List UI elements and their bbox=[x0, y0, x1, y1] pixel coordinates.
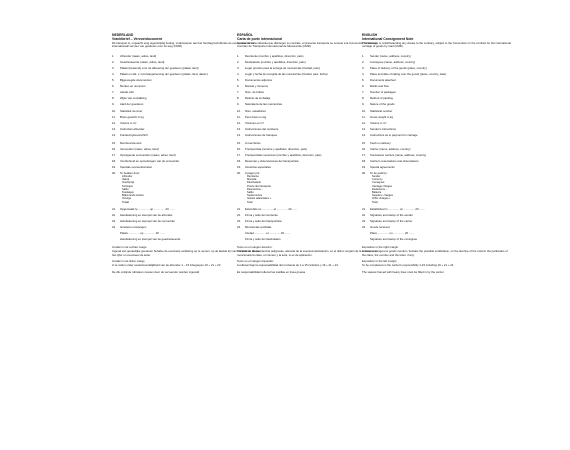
item-label: Successive carriers (name, address, country) bbox=[370, 152, 427, 157]
payment-line: Remitente bbox=[247, 175, 259, 179]
item-number: 18. bbox=[112, 158, 116, 163]
item-label: Handtekening en stempel van de afzender bbox=[120, 212, 173, 217]
item-number bbox=[362, 238, 370, 241]
payment-line: Destinatario bbox=[247, 181, 261, 185]
item-number: 23. bbox=[237, 218, 241, 223]
item-label: Sender (name, address, country) bbox=[370, 53, 411, 58]
footer-text: Invullen in de rechter marge bbox=[112, 245, 147, 250]
form-item bbox=[362, 116, 512, 119]
footer-text: Es responsabilidad rellenar las casillas en línea gruesa bbox=[237, 269, 306, 274]
payment-line: Currency bbox=[372, 178, 383, 182]
column-subheading: Vrachtbrief – Vervoerdocument bbox=[112, 37, 163, 42]
item-label: Established in .............. on .............. 20 ....... bbox=[370, 206, 425, 211]
payment-line: Vrachtprijs bbox=[122, 181, 135, 185]
form-item bbox=[362, 208, 512, 211]
item-number: 18. bbox=[362, 158, 366, 163]
item-number: 13. bbox=[237, 127, 241, 132]
item-label: Signature and stamp of the sender bbox=[370, 212, 413, 217]
item-number: 20. bbox=[237, 170, 241, 175]
item-label: Acuerdos especiales bbox=[245, 164, 271, 169]
item-label: Plaats (bestemd) voor de aflevering der goederen (plaats, land) bbox=[120, 65, 199, 70]
form-item bbox=[362, 148, 512, 151]
item-number: 6. bbox=[237, 83, 240, 88]
column-subheading: Carta de porte internacional bbox=[237, 37, 283, 42]
form-item bbox=[362, 67, 512, 70]
item-number: 11. bbox=[237, 115, 241, 120]
footer-text: Exposition in the right margin: bbox=[362, 245, 399, 250]
form-item bbox=[362, 79, 512, 82]
column-heading: ENGLISH bbox=[362, 33, 378, 37]
item-label: Rembours/ement bbox=[120, 140, 142, 145]
item-number: 1. bbox=[112, 53, 115, 58]
item-label: Sender's instructions bbox=[370, 127, 396, 132]
item-number: 17. bbox=[362, 152, 366, 157]
item-number bbox=[112, 238, 120, 241]
footer-text: Exposition in the left margin: bbox=[362, 259, 398, 264]
item-label: Geadresseerde (naam, adres, land) bbox=[120, 59, 165, 64]
column-footer bbox=[362, 246, 512, 274]
item-number: 15. bbox=[112, 140, 116, 145]
item-label: Reservas y observaciones del transportista bbox=[245, 158, 299, 163]
item-label: Destinatario (nombre y apellidos, dirección, país) bbox=[245, 59, 306, 64]
form-item bbox=[362, 55, 512, 58]
item-number: 7. bbox=[112, 89, 115, 94]
item-label: Signature and stamp of the consignee bbox=[370, 236, 418, 241]
payment-line: Overige bbox=[122, 197, 132, 201]
item-number bbox=[237, 238, 245, 241]
form-item bbox=[362, 226, 512, 229]
payment-line: Other charges + bbox=[372, 197, 391, 201]
item-number: 15. bbox=[237, 140, 241, 145]
item-number: 12. bbox=[362, 121, 366, 126]
item-number: 21. bbox=[237, 206, 241, 211]
item-number: 24. bbox=[237, 224, 241, 229]
item-number: 7. bbox=[237, 89, 240, 94]
item-label: Statistiek nummer bbox=[120, 109, 143, 114]
form-item bbox=[362, 91, 512, 94]
item-label: Marks and Nos bbox=[370, 83, 389, 88]
item-label: Bruto gewicht in kg bbox=[120, 115, 144, 120]
item-label: Peso bruto en kg bbox=[245, 115, 267, 120]
item-number: 2. bbox=[362, 59, 365, 64]
footer-text: A rellenar bajo la responsabilidad del remitente de 1 a 15 incluidos y 19 + 21 + 22. bbox=[237, 263, 339, 268]
item-label: To be paid by: bbox=[370, 170, 388, 175]
item-label: Goederen ontvangen bbox=[120, 224, 147, 229]
item-label: Lugar y fecha de recogida de las mercancías (Ciudad, país, fecha) bbox=[245, 71, 328, 76]
item-number: 12. bbox=[237, 121, 241, 126]
item-label: Cash on delivery bbox=[370, 140, 391, 145]
item-label: Plaats en dat. v. inontvangstneming der goederen (plaats, land, datum) bbox=[120, 71, 208, 76]
column-heading: ESPAÑOL bbox=[237, 33, 254, 37]
item-number: 2. bbox=[112, 59, 115, 64]
item-number: 8. bbox=[112, 95, 115, 100]
item-label: Firma y sello del transportista bbox=[245, 218, 282, 223]
form-item bbox=[362, 128, 512, 131]
item-number: 3. bbox=[237, 65, 240, 70]
footer-text: Tratándose de mercancías peligrosas, además de la eventual declaración, en el último renglón de la columna se mencionará la clase, el número y la letra, si es de aplicación. bbox=[237, 249, 377, 257]
item-number: 16. bbox=[362, 146, 366, 151]
item-label: Gross weight in kg bbox=[370, 115, 394, 120]
item-label: Merken en nummers bbox=[120, 83, 146, 88]
item-label: Place .............. on .............. 20 ....... bbox=[370, 230, 415, 235]
item-label: Signature and stamp of the carrier bbox=[370, 218, 413, 223]
item-number: 19. bbox=[362, 164, 366, 169]
item-number: 10. bbox=[112, 109, 116, 114]
payment-line: Kortingen bbox=[122, 184, 134, 188]
item-label: A reembolso bbox=[245, 140, 261, 145]
footer-text: In te vullen onder verantwoordelijkheid van de afzender 1 – 15 inbegrepen 19 + 21 + 22 bbox=[112, 263, 221, 268]
payment-line: Afzender bbox=[122, 175, 133, 179]
item-label: Nature of the goods bbox=[370, 101, 395, 106]
column-intro: Dit transport is, ongeacht enig tegenstrijdig beding, onderworpen aan het Verdrag betreffende de overeenkomst tot internationaal vervoer van goederen over de weg (CMR) bbox=[112, 40, 254, 49]
item-label: Goods received bbox=[370, 224, 390, 229]
item-number: 22. bbox=[112, 212, 116, 217]
item-label: Number of packages bbox=[370, 89, 396, 94]
item-label: Transportista (nombre y apellidos, dirección, país) bbox=[245, 146, 307, 151]
item-label: Opvolgende vervoerders (naam, adres, land) bbox=[120, 152, 176, 157]
item-number: 16. bbox=[112, 146, 116, 151]
item-label: Firma y sello del destinatario bbox=[245, 236, 281, 241]
footer-text: To be completed on the carrier's responsibility 1-15 including 19 + 21 + 22. bbox=[362, 263, 455, 268]
payment-line: Supplem. charges bbox=[372, 194, 393, 198]
item-number bbox=[362, 232, 370, 235]
form-item bbox=[362, 232, 512, 235]
item-number: 1. bbox=[237, 53, 240, 58]
item-number: 7. bbox=[362, 89, 365, 94]
item-number: 13. bbox=[362, 127, 366, 132]
form-item bbox=[362, 166, 512, 169]
item-number: 10. bbox=[237, 109, 241, 114]
payment-line: Suplementos bbox=[247, 194, 263, 198]
footer-text: The spaces framed with heavy lines must be filled in by the carrier bbox=[362, 269, 444, 274]
form-item bbox=[362, 172, 512, 175]
item-number: 11. bbox=[112, 115, 116, 120]
payment-line: Total bbox=[247, 200, 253, 204]
item-number: 23. bbox=[362, 218, 366, 223]
item-number: 2. bbox=[237, 59, 240, 64]
item-label: Firma y sello del remitente bbox=[245, 212, 278, 217]
item-number: 16. bbox=[237, 146, 241, 151]
item-number: 5. bbox=[362, 77, 365, 82]
column-intro: This carriage is notwithstanding any clause to the contrary, subject to the Convention on the contract for the international carriage of goods by road (CMR) bbox=[362, 40, 511, 49]
payment-line: Toeslagen bbox=[122, 191, 134, 195]
item-number: 24. bbox=[362, 224, 366, 229]
form-item bbox=[362, 61, 512, 64]
item-number: 3. bbox=[362, 65, 365, 70]
item-number: 12. bbox=[112, 121, 116, 126]
payment-line: Bijkomende kosten bbox=[122, 194, 144, 198]
item-number: 21. bbox=[362, 206, 366, 211]
item-label: Vervoerder (naam, adres, land) bbox=[120, 146, 159, 151]
item-label: Bijgevoegde documenten bbox=[120, 77, 152, 82]
item-label: Voorbehoud en opmerkingen van de vervoerder bbox=[120, 158, 180, 163]
form-item bbox=[362, 142, 512, 145]
item-label: Naturaleza de las mercancías bbox=[245, 101, 282, 106]
payment-line: Moneda bbox=[247, 178, 257, 182]
item-label: A pagar por: bbox=[245, 170, 261, 175]
item-label: Carrier (name, address, country) bbox=[370, 146, 411, 151]
item-label: Aard der goederen bbox=[120, 101, 144, 106]
item-number: 17. bbox=[112, 152, 116, 157]
item-number: 9. bbox=[112, 101, 115, 106]
item-label: Remitente (nombre y apellidos, dirección, país) bbox=[245, 53, 304, 58]
item-label: Aantal colli bbox=[120, 89, 134, 94]
item-label: Handtekening en stempel van de vervoerder bbox=[120, 218, 176, 223]
payment-line: Descuentos – bbox=[247, 187, 263, 191]
item-label: Wijze van verpakking bbox=[120, 95, 147, 100]
item-number: 4. bbox=[362, 71, 365, 76]
item-number: 24. bbox=[112, 224, 116, 229]
payment-line: Sender bbox=[372, 175, 381, 179]
item-label: Ciudad .............. el .............. 20 ....... bbox=[245, 230, 291, 235]
item-number: 15. bbox=[362, 140, 366, 145]
column-subheading: International Consignment Note bbox=[362, 37, 414, 42]
item-label: Mercancías recibidas bbox=[245, 224, 272, 229]
item-label: Consignee (name, address, country) bbox=[370, 59, 416, 64]
item-number: 14. bbox=[237, 133, 241, 138]
item-number: 6. bbox=[362, 83, 365, 88]
item-label: Instrucciones de franqueo bbox=[245, 133, 278, 138]
form-item bbox=[362, 220, 512, 223]
item-label: Documentos adjuntos bbox=[245, 77, 273, 82]
form-item bbox=[362, 73, 512, 76]
payment-line: Saldo bbox=[247, 191, 254, 195]
item-label: Handtekening en stempel van de geadresseerde bbox=[120, 236, 181, 241]
item-number: 6. bbox=[112, 83, 115, 88]
item-label: Te betalen door: bbox=[120, 170, 141, 175]
item-number: 14. bbox=[112, 133, 116, 138]
item-number: 13. bbox=[112, 127, 116, 132]
item-number: 10. bbox=[362, 109, 366, 114]
item-label: Special agreements bbox=[370, 164, 395, 169]
item-label: Opgemaakt te .............. op .............. 20 ....... bbox=[120, 206, 175, 211]
item-number: 20. bbox=[362, 170, 366, 175]
form-item bbox=[362, 85, 512, 88]
item-label: Place of delivery of the goods (place, country) bbox=[370, 65, 427, 70]
payment-line: Total bbox=[372, 200, 378, 204]
footer-text: Texto en el margen izquierdo: bbox=[237, 259, 274, 264]
item-number: 4. bbox=[237, 71, 240, 76]
item-label: Marcas y números bbox=[245, 83, 269, 88]
item-label: Lugar previsto para la entrega de mercancías (Ciudad, país) bbox=[245, 65, 320, 70]
item-number: 5. bbox=[112, 77, 115, 82]
form-item bbox=[362, 154, 512, 157]
item-label: Plaats .............. op .............. 20 ....... bbox=[120, 230, 166, 235]
item-label: Instrucciones del remitente bbox=[245, 127, 279, 132]
form-item bbox=[362, 110, 512, 113]
item-number: 23. bbox=[112, 218, 116, 223]
item-number bbox=[237, 232, 245, 235]
item-label: Instructies afzender bbox=[120, 127, 145, 132]
item-number: 21. bbox=[112, 206, 116, 211]
item-number: 1. bbox=[362, 53, 365, 58]
footer-text: Ingeval van gevaarlijke goederen behalve de eventuele verklaring op te nemen: op de laatste lijn van het vak: de klasse, het cijfer en eventueel de letter. bbox=[112, 249, 261, 257]
item-number: 19. bbox=[112, 164, 116, 169]
payment-line: Totaal bbox=[122, 200, 129, 204]
item-label: Núm. de bultos bbox=[245, 89, 264, 94]
item-label: Volumen en m³ bbox=[245, 121, 264, 126]
item-number: 14. bbox=[362, 133, 366, 138]
item-number: 9. bbox=[237, 101, 240, 106]
item-label: Place and date of taking over the goods (place, country, date) bbox=[370, 71, 447, 76]
item-number: 22. bbox=[362, 212, 366, 217]
form-item bbox=[362, 97, 512, 100]
payment-line: Precio del transporte bbox=[247, 184, 271, 188]
form-item bbox=[362, 214, 512, 217]
item-number: 18. bbox=[237, 158, 241, 163]
item-label: Documents attached bbox=[370, 77, 396, 82]
payment-line: Carriage charges bbox=[372, 184, 392, 188]
payment-line: Deductions – bbox=[372, 187, 388, 191]
payment-line: Gastos adicionales + bbox=[247, 197, 272, 201]
item-number: 8. bbox=[362, 95, 365, 100]
item-number: 5. bbox=[237, 77, 240, 82]
form-item bbox=[362, 238, 512, 241]
column-heading: NEDERLAND bbox=[112, 33, 134, 37]
item-number bbox=[112, 232, 120, 235]
item-number: 11. bbox=[362, 115, 366, 120]
item-label: Afzender (naam, adres, land) bbox=[120, 53, 157, 58]
column-english bbox=[362, 33, 512, 275]
footer-text: In case of dangerous goods mention, besides the possible certification, on the last line of the column the particulars of the class, the number and the letter, if any. bbox=[362, 249, 508, 257]
form-item bbox=[362, 103, 512, 106]
item-label: Núm. estadístico bbox=[245, 109, 266, 114]
footer-text: De dik omlijnde rubrieken moeten door de vervoerder worden ingevuld bbox=[112, 269, 200, 274]
item-label: Transportistas sucesivos (nombre y apellidos, dirección, país) bbox=[245, 152, 322, 157]
item-label: Frankeringsvoorschrift bbox=[120, 133, 148, 138]
form-item bbox=[362, 134, 512, 137]
footer-text: Invullen in de linker marge bbox=[112, 259, 145, 264]
item-number: 8. bbox=[237, 95, 240, 100]
item-label: Volume in m³ bbox=[370, 121, 387, 126]
payment-line: Saldo bbox=[122, 187, 129, 191]
item-number: 22. bbox=[237, 212, 241, 217]
item-label: Speciale overeenkomsten bbox=[120, 164, 153, 169]
item-number: 17. bbox=[237, 152, 241, 157]
item-number: 19. bbox=[237, 164, 241, 169]
item-label: Volume in m³ bbox=[120, 121, 137, 126]
form-item bbox=[362, 160, 512, 163]
form-item bbox=[362, 122, 512, 125]
payment-line: Valuta bbox=[122, 178, 130, 182]
item-label: Carrier's reservations and observations bbox=[370, 158, 419, 163]
item-label: Extendido en .............. el .............. 20 ....... bbox=[245, 206, 298, 211]
item-label: Método de embalaje bbox=[245, 95, 271, 100]
footer-text: Texto en el margen derecho: bbox=[237, 245, 273, 250]
item-label: Statistical number bbox=[370, 109, 393, 114]
item-number: 9. bbox=[362, 101, 365, 106]
item-number: 3. bbox=[112, 65, 115, 70]
payment-line: Consignee bbox=[372, 181, 385, 185]
payment-line: Balance bbox=[372, 191, 382, 195]
item-number: 20. bbox=[112, 170, 116, 175]
item-number: 4. bbox=[112, 71, 115, 76]
item-label: Instructions as to payment for carriage bbox=[370, 133, 418, 138]
column-intro: A pesar de toda cláusula que disintegre su contrato, el presente transporte se somete a la Convención relativa al Contrato de Transporte Internacional de Mercancías (CMR) bbox=[237, 40, 377, 49]
item-label: Method of packing bbox=[370, 95, 393, 100]
